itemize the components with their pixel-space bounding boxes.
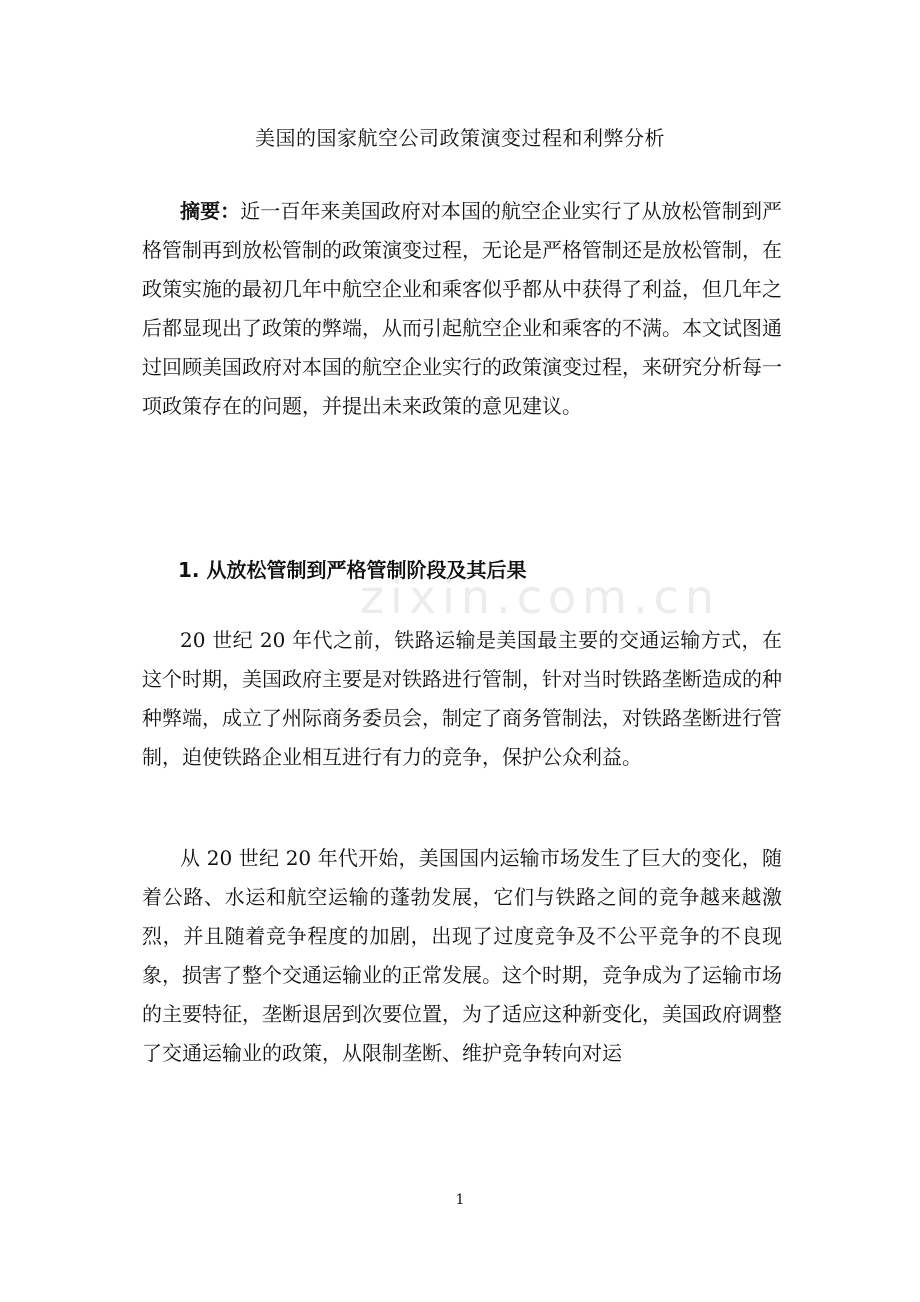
- watermark: zixin.com.cn: [360, 570, 721, 624]
- page-number: 1: [455, 1192, 465, 1208]
- abstract-text: 近一百年来美国政府对本国的航空企业实行了从放松管制到严格管制再到放松管制的政策演变过程，无论是严格管制还是放松管制，在政策实施的最初几年中航空企业和乘客似乎都从中获得了利益，但几年之后都显现出了政策的弊端，从而引起航空企业和乘客的不满。本文试图通过回顾美国政府对本国的航空企业实行的政策演变过程，来研究分析每一项政策存在的问题，并提出未来政策的意见建议。: [142, 199, 783, 418]
- document-title: 美国的国家航空公司政策演变过程和利弊分析: [255, 126, 665, 150]
- abstract-label: 摘要：: [180, 199, 241, 223]
- section-heading: 1. 从放松管制到严格管制阶段及其后果: [178, 558, 527, 582]
- abstract-paragraph: [142, 192, 782, 426]
- body-paragraph-2: 从 20 世纪 20 年代开始，美国国内运输市场发生了巨大的变化，随着公路、水运和航空运输的蓬勃发展，它们与铁路之间的竞争越来越激烈，并且随着竞争程度的加剧，出现了过度竞争及不公平竞争的不良现象，损害了整个交通运输业的正常发展。这个时期，竞争成为了运输市场的主要特征，垄断退居到次要位置，为了适应这种新变化，美国政府调整了交通运输业的政策，从限制垄断、维护竞争转向对运: [142, 846, 782, 1065]
- body-paragraph-1: 20 世纪 20 年代之前，铁路运输是美国最主要的交通运输方式，在这个时期，美国政府主要是对铁路进行管制，针对当时铁路垄断造成的种种弊端，成立了州际商务委员会，制定了商务管制法，对铁路垄断进行管制，迫使铁路企业相互进行有力的竞争，保护公众利益。: [142, 628, 782, 769]
